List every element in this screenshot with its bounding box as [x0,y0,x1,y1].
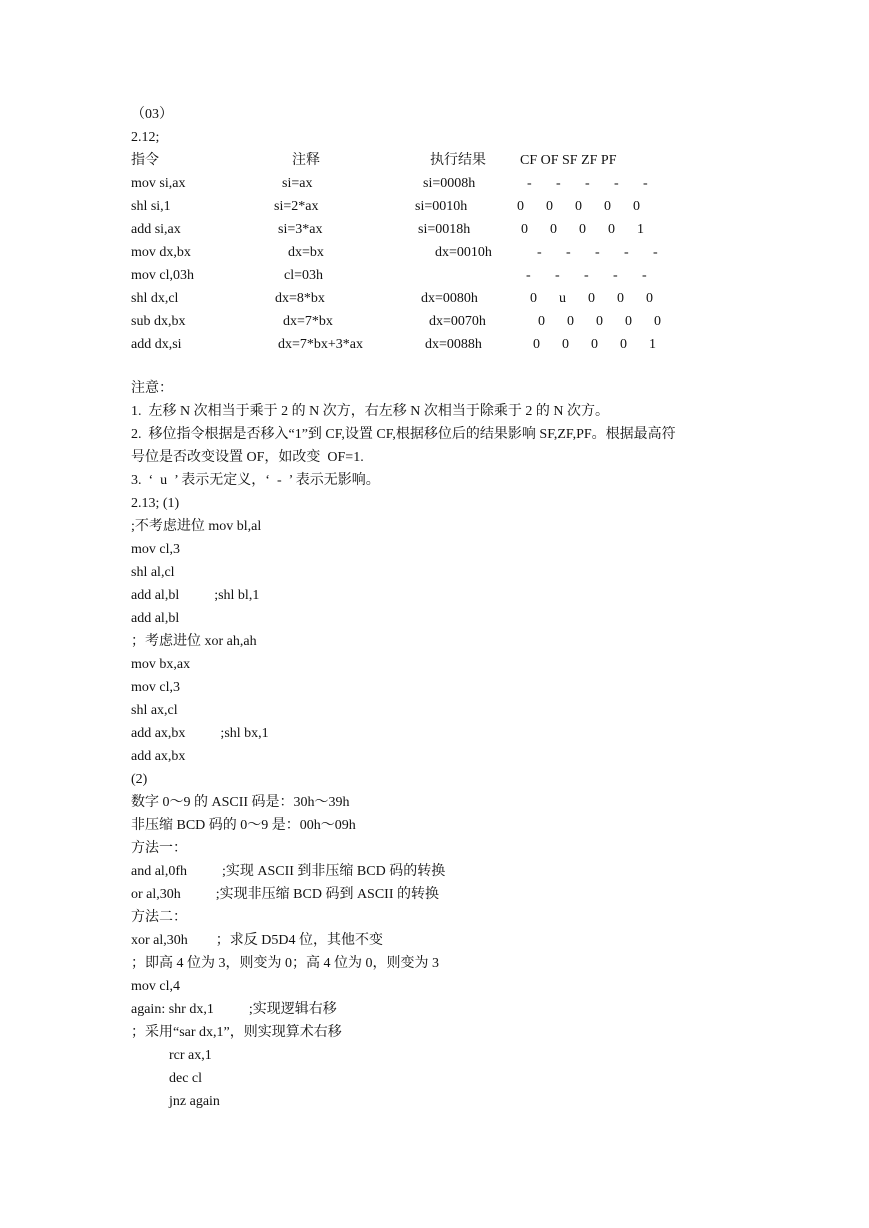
cell-flag: - [537,245,542,260]
cell-flag: 0 [591,337,598,352]
cell-flag: 0 [608,222,615,237]
code-line: dec cl [169,1071,203,1086]
cell-flag: - [566,245,571,260]
cell-comment: dx=8*bx [275,291,325,306]
cell-comment: dx=7*bx [283,314,333,329]
cell-result: dx=0080h [421,291,478,306]
code-line: shl ax,cl [131,703,178,718]
cell-result: si=0010h [415,199,468,214]
code-line: 方法一： [131,841,187,856]
cell-instruction: sub dx,bx [131,314,186,329]
cell-result: dx=0010h [435,245,492,260]
cell-flag: 1 [649,337,656,352]
cell-comment: dx=bx [288,245,324,260]
code-line: ；即高 4 位为 3，则变为 0；高 4 位为 0，则变为 3 [131,956,439,971]
cell-instruction: add dx,si [131,337,182,352]
code-line: add al,bl [131,611,180,626]
cell-instruction: shl dx,cl [131,291,179,306]
code-line: add al,bl ;shl bl,1 [131,588,260,603]
cell-result: si=0018h [418,222,471,237]
cell-comment: cl=03h [284,268,323,283]
cell-flag: 0 [625,314,632,329]
cell-result: dx=0088h [425,337,482,352]
cell-flag: 0 [633,199,640,214]
header-comment: 注释 [292,153,320,168]
cell-flag: 0 [567,314,574,329]
code-line: 2.13; (1) [131,496,180,511]
cell-instruction: add si,ax [131,222,181,237]
code-line: 非压缩 BCD 码的 0～9 是：00h～09h [131,818,356,833]
notes-title: 注意： [131,381,173,396]
cell-instruction: mov si,ax [131,176,186,191]
cell-flag: - [643,176,648,191]
cell-flag: 0 [588,291,595,306]
cell-flag: 0 [596,314,603,329]
note-2b: 号位是否改变设置 OF，如改变 OF=1. [131,450,364,465]
code-line: rcr ax,1 [169,1048,212,1063]
cell-instruction: mov dx,bx [131,245,191,260]
cell-flag: - [595,245,600,260]
header-flags: CF OF SF ZF PF [520,153,617,168]
cell-result: dx=0070h [429,314,486,329]
cell-flag: 0 [575,199,582,214]
code-line: (2) [131,772,148,787]
cell-instruction: mov cl,03h [131,268,194,283]
note-2a: 2. 移位指令根据是否移入“1”到 CF,设置 CF,根据移位后的结果影响 SF,ZF,PF。根据最高符 [131,427,676,442]
cell-flag: 0 [550,222,557,237]
cell-flag: - [614,176,619,191]
cell-instruction: shl si,1 [131,199,171,214]
cell-flag: 0 [546,199,553,214]
cell-flag: - [555,268,560,283]
cell-flag: - [642,268,647,283]
cell-flag: - [653,245,658,260]
cell-comment: si=3*ax [278,222,323,237]
code-line: add ax,bx ;shl bx,1 [131,726,269,741]
cell-flag: u [559,291,566,306]
code-line: 数字 0～9 的 ASCII 码是：30h～39h [131,795,350,810]
section-title: 2.12; [131,130,160,145]
cell-flag: 0 [533,337,540,352]
code-line: ;不考虑进位 mov bl,al [131,519,262,534]
cell-flag: - [556,176,561,191]
code-line: mov cl,3 [131,542,180,557]
code-line: add ax,bx [131,749,186,764]
code-line: jnz again [169,1094,220,1109]
cell-flag: 0 [521,222,528,237]
cell-flag: 0 [530,291,537,306]
code-line: mov cl,3 [131,680,180,695]
code-line: 方法二： [131,910,187,925]
cell-flag: - [585,176,590,191]
cell-flag: 0 [620,337,627,352]
code-line: shl al,cl [131,565,175,580]
code-line: ；采用“sar dx,1”，则实现算术右移 [131,1025,342,1040]
cell-flag: 0 [538,314,545,329]
cell-flag: 0 [517,199,524,214]
note-3: 3. ‘ u ’ 表示无定义，‘ - ’ 表示无影响。 [131,473,380,488]
code-line: xor al,30h ；求反 D5D4 位，其他不变 [131,933,383,948]
cell-flag: 1 [637,222,644,237]
cell-flag: - [584,268,589,283]
cell-comment: dx=7*bx+3*ax [278,337,364,352]
code-line: again: shr dx,1 ;实现逻辑右移 [131,1002,337,1017]
cell-flag: 0 [654,314,661,329]
cell-result: si=0008h [423,176,476,191]
cell-flag: 0 [617,291,624,306]
code-line: or al,30h ;实现非压缩 BCD 码到 ASCII 的转换 [131,887,439,902]
note-1: 1. 左移 N 次相当于乘于 2 的 N 次方，右左移 N 次相当于除乘于 2 的 N 次方。 [131,404,609,419]
cell-flag: 0 [562,337,569,352]
code-line: and al,0fh ;实现 ASCII 到非压缩 BCD 码的转换 [131,864,446,879]
doc-header: （03） [131,107,173,122]
code-line: ；考虑进位 xor ah,ah [131,634,257,649]
header-result: 执行结果 [430,153,486,168]
cell-flag: - [613,268,618,283]
cell-comment: si=ax [282,176,313,191]
code-line: mov cl,4 [131,979,180,994]
cell-flag: 0 [646,291,653,306]
cell-comment: si=2*ax [274,199,319,214]
cell-flag: - [527,176,532,191]
header-instruction: 指令 [131,153,159,168]
cell-flag: 0 [579,222,586,237]
code-line: mov bx,ax [131,657,191,672]
cell-flag: - [526,268,531,283]
cell-flag: 0 [604,199,611,214]
cell-flag: - [624,245,629,260]
